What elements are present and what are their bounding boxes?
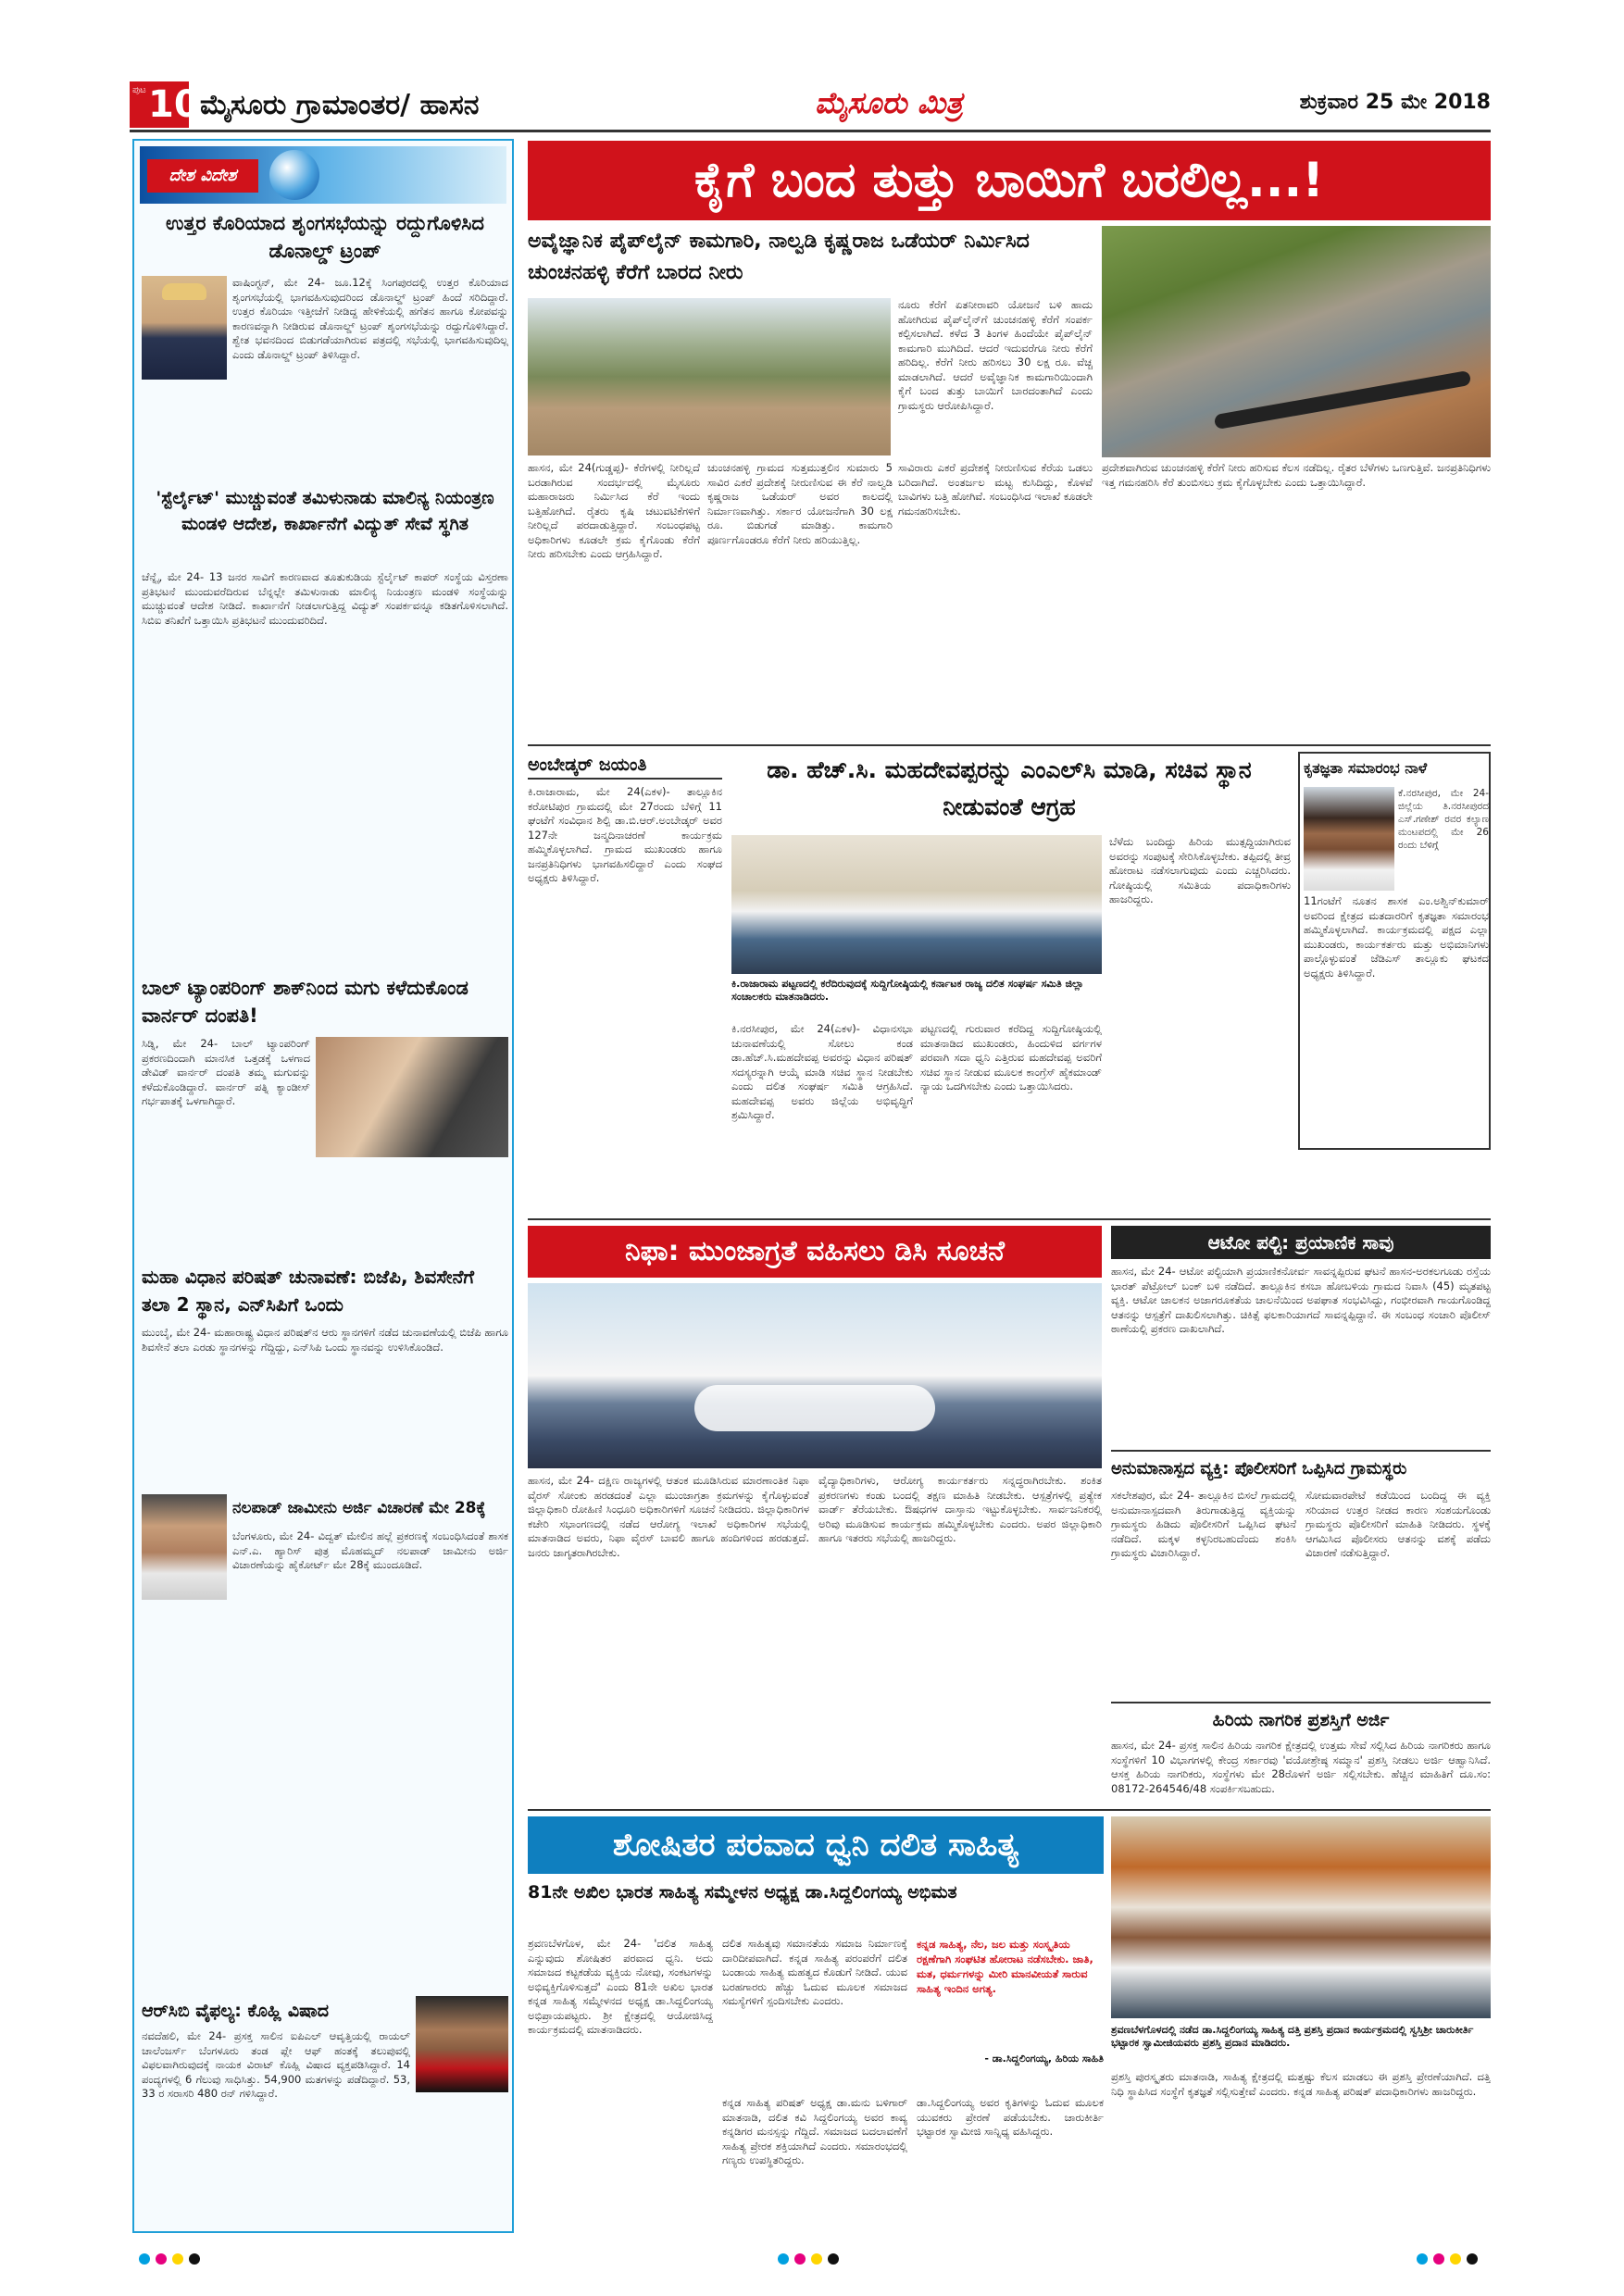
lake-photo-right — [1102, 226, 1491, 457]
kruthajnatha-box — [1298, 752, 1491, 1150]
headline-sterlite: 'ಸ್ಟೆರ್ಲೈಟ್' ಮುಚ್ಚುವಂತೆ ತಮಿಳುನಾಡು ಮಾಲಿನ್ಯ ನಿಯಂತ್ರಣ ಮಂಡಳಿ ಆದೇಶ, ಕಾರ್ಖಾನೆಗೆ ವಿದ್ಯುತ್ ಸೇವೆ ಸ್ಥಗಿತ — [156, 488, 494, 534]
auto-headline-box — [1111, 1226, 1491, 1259]
section-title: ಮೈಸೂರು ಗ್ರಾಮಾಂತರ/ ಹಾಸನ — [200, 89, 480, 121]
press-meet-caption: ಕಿ.ರಾಜಾರಾಮ ಪಟ್ಟಣದಲ್ಲಿ ಕರೆದಿರುವುದಕ್ಕೆ ಸುದ್ದಿಗೋಷ್ಠಿಯಲ್ಲಿ ಕರ್ನಾಟಕ ರಾಜ್ಯ ದಲಿತ ಸಂಘರ್ಷ ಸಮಿತಿ ಜಿಲ್ಲಾ ಸಂಚಾಲಕರು ಮಾತನಾಡಿದರು. — [731, 978, 1084, 1003]
globe-icon — [269, 150, 319, 200]
nipah-banner: ನಿಫಾ: ಮುಂಜಾಗ್ರತೆ ವಹಿಸಲು ಡಿಸಿ ಸೂಚನೆ — [528, 1226, 1102, 1278]
lead-subhead: ಅವೈಜ್ಞಾನಿಕ ಪೈಪ್‌ಲೈನ್ ಕಾಮಗಾರಿ, ನಾಲ್ವಡಿ ಕೃಷ್ಣರಾಜ ಒಡೆಯರ್ ನಿರ್ಮಿಸಿದ ಚುಂಚನಹಳ್ಳಿ ಕೆರೆಗೆ ಬಾರದ ನೀರು — [528, 230, 1030, 284]
mid-rule — [528, 1218, 1491, 1220]
page-label: ಪುಟ — [132, 85, 146, 95]
paper-name-logo: ಮೈಸೂರು ಮಿತ್ರ — [815, 85, 963, 120]
lead-body-e: ಪ್ರದೇಶವಾಗಿರುವ ಚುಂಚನಹಳ್ಳಿ ಕೆರೆಗೆ ನೀರು ಹರಿಸುವ ಕೆಲಸ ನಡೆದಿಲ್ಲ. ರೈತರ ಬೆಳೆಗಳು ಒಣಗುತ್ತಿವೆ. ಜನಪ್ರತಿನಿಧಿಗಳು ಇತ್ತ ಗಮನಹರಿಸಿ ಕೆರೆ ತುಂಬಿಸಲು ಕ್ರಮ ಕೈಗೊಳ್ಳಬೇಕು ಎಂದು ಒತ್ತಾಯಿಸಿದ್ದಾರೆ. — [1102, 461, 1491, 489]
masthead-rule — [130, 130, 1491, 132]
rcb-body: ನವದೆಹಲಿ, ಮೇ 24- ಪ್ರಸಕ್ತ ಸಾಲಿನ ಐಪಿಎಲ್ ಆವೃತ್ತಿಯಲ್ಲಿ ರಾಯಲ್ ಚಾಲೆಂಜರ್ಸ್ ಬೆಂಗಳೂರು ತಂಡ ಪ್ಲೇ ಆಫ್ ಹಂತಕ್ಕೆ ತಲುಪುವಲ್ಲಿ ವಿಫಲವಾಗಿರುವುದಕ್ಕೆ ನಾಯಕ ವಿರಾಟ್ ಕೊಹ್ಲಿ ವಿಷಾದ ವ್ಯಕ್ತಪಡಿಸಿದ್ದಾರೆ. 14 ಪಂದ್ಯಗಳಲ್ಲಿ 6 ಗೆಲುವು ಸಾಧಿಸಿತ್ತು. 54,900 ಮತಗಳನ್ನು ಪಡೆದಿದ್ದಾರೆ. 53, 33 ರ ಸರಾಸರಿ 480 ರನ್ ಗಳಿಸಿದ್ದಾರೆ. — [142, 2029, 410, 2100]
logo-text: ದೇಶ ವಿದೇಶ — [147, 159, 258, 193]
trump-photo — [142, 276, 227, 380]
page-number: 10 — [148, 83, 200, 126]
page-number-box — [130, 81, 200, 128]
auto-body: ಹಾಸನ, ಮೇ 24- ಆಟೋ ಪಲ್ಟಿಯಾಗಿ ಪ್ರಯಾಣಿಕನೋರ್ವ ಸಾವನ್ನಪ್ಪಿರುವ ಘಟನೆ ಹಾಸನ-ಅರಕಲಗೂಡು ರಸ್ತೆಯ ಭಾರತ್ ಪೆಟ್ರೋಲ್ ಬಂಕ್ ಬಳಿ ನಡೆದಿದೆ. ತಾಲ್ಲೂಕಿನ ಕಸಬಾ ಹೋಬಳಿಯ ಗ್ರಾಮದ ನಿವಾಸಿ (45) ಮೃತಪಟ್ಟ ವ್ಯಕ್ತಿ. ಆಟೋ ಚಾಲಕನ ಅಜಾಗರೂಕತೆಯ ಚಾಲನೆಯಿಂದ ಅಪಘಾತ ಸಂಭವಿಸಿದ್ದು, ಗಂಭೀರವಾಗಿ ಗಾಯಗೊಂಡಿದ್ದ ಆತನನ್ನು ಆಸ್ಪತ್ರೆಗೆ ದಾಖಲಿಸಲಾಗಿತ್ತು. ಚಿಕಿತ್ಸೆ ಫಲಕಾರಿಯಾಗದೆ ಸಾವನ್ನಪ್ಪಿದ್ದಾನೆ. ಈ ಸಂಬಂಧ ಸಂಚಾರಿ ಪೊಲೀಸ್ ಠಾಣೆಯಲ್ಲಿ ಪ್ರಕರಣ ದಾಖಲಾಗಿದೆ. — [1111, 1265, 1491, 1335]
headline-rcb: ಆರ್‌ಸಿಬಿ ವೈಫಲ್ಯ: ಕೊಹ್ಲಿ ವಿಷಾದ — [142, 2001, 329, 2021]
headline-suspicious: ಅನುಮಾನಾಸ್ಪದ ವ್ಯಕ್ತಿ: ಪೊಲೀಸರಿಗೆ ಒಪ್ಪಿಸಿದ ಗ್ರಾಮಸ್ಥರು — [1111, 1459, 1407, 1479]
lower-rule — [528, 1809, 1491, 1811]
lead-body-b: ಹಾಸನ, ಮೇ 24(ಗುಡ್ಡಪ್ಪ)- ಕೆರೆಗಳಲ್ಲಿ ನೀರಿಲ್ಲದೆ ಬರಡಾಗಿರುವ ಸಂದರ್ಭದಲ್ಲಿ ಮೈಸೂರು ಮಹಾರಾಜರು ನಿರ್ಮಿಸಿದ ಕೆರೆ ಇಂದು ಬತ್ತಿಹೋಗಿದೆ. ರೈತರು ಕೃಷಿ ಚಟುವಟಿಕೆಗಳಿಗೆ ನೀರಿಲ್ಲದೆ ಪರದಾಡುತ್ತಿದ್ದಾರೆ. ಸಂಬಂಧಪಟ್ಟ ಅಧಿಕಾರಿಗಳು ಕೂಡಲೇ ಕ್ರಮ ಕೈಗೊಂಡು ಕೆರೆಗೆ ನೀರು ಹರಿಸಬೇಕು ಎಂದು ಆಗ್ರಹಿಸಿದ್ದಾರೆ. — [528, 461, 700, 560]
suspicious-rule — [1111, 1702, 1491, 1703]
dalit-body-a: ಶ್ರವಣಬೆಳಗೊಳ, ಮೇ 24- 'ದಲಿತ ಸಾಹಿತ್ಯ ಎನ್ನುವುದು ಶೋಷಿತರ ಪರವಾದ ಧ್ವನಿ. ಅದು ಸಮಾಜದ ಕಟ್ಟಕಡೆಯ ವ್ಯಕ್ತಿಯ ನೋವು, ಸಂಕಟಗಳನ್ನು ಅಭಿವ್ಯಕ್ತಿಗೊಳಿಸುತ್ತದೆ' ಎಂದು 81ನೇ ಅಖಿಲ ಭಾರತ ಕನ್ನಡ ಸಾಹಿತ್ಯ ಸಮ್ಮೇಳನದ ಅಧ್ಯಕ್ಷ ಡಾ.ಸಿದ್ದಲಿಂಗಯ್ಯ ಅಭಿಪ್ರಾಯಪಟ್ಟರು. ಶ್ರೀ ಕ್ಷೇತ್ರದಲ್ಲಿ ಆಯೋಜಿಸಿದ್ದ ಕಾರ್ಯಕ್ರಮದಲ್ಲಿ ಮಾತನಾಡಿದರು. — [528, 1937, 713, 2036]
mahadevappa-body-c: ಬೆಳೆದು ಬಂದಿದ್ದು ಹಿರಿಯ ಮುತ್ಸದ್ದಿಯಾಗಿರುವ ಅವರನ್ನು ಸಂಪುಟಕ್ಕೆ ಸೇರಿಸಿಕೊಳ್ಳಬೇಕು. ತಪ್ಪಿದಲ್ಲಿ ತೀವ್ರ ಹೋರಾಟ ನಡೆಸಲಾಗುವುದು ಎಂದು ಎಚ್ಚರಿಸಿದರು. ಗೋಷ್ಠಿಯಲ್ಲಿ ಸಮಿತಿಯ ಪದಾಧಿಕಾರಿಗಳು ಹಾಜರಿದ್ದರು. — [1109, 835, 1291, 905]
trump-body: ವಾಷಿಂಗ್ಟನ್, ಮೇ 24- ಜೂ.12ಕ್ಕೆ ಸಿಂಗಪುರದಲ್ಲಿ ಉತ್ತರ ಕೊರಿಯಾದ ಶೃಂಗಸಭೆಯಲ್ಲಿ ಭಾಗವಹಿಸುವುದರಿಂದ ಡೊನಾಲ್ಡ್ ಟ್ರಂಪ್ ಹಿಂದೆ ಸರಿದಿದ್ದಾರೆ. ಉತ್ತರ ಕೊರಿಯಾ ಇತ್ತೀಚೆಗೆ ನೀಡಿದ್ದ ಹೇಳಿಕೆಯಲ್ಲಿ ಹಗೆತನ ಹಾಗೂ ಕೋಪವನ್ನು ಕಾರಣವನ್ನಾಗಿ ನೀಡಿರುವ ಡೊನಾಲ್ಡ್ ಟ್ರಂಪ್ ಶೃಂಗಸಭೆಯನ್ನು ರದ್ದುಗೊಳಿಸಿದ್ದಾರೆ. ಶ್ವೇತ ಭವನದಿಂದ ಬಿಡುಗಡೆಯಾಗಿರುವ ಪತ್ರದಲ್ಲಿ ಸಭೆಯಲ್ಲಿ ಭಾಗವಹಿಸುವುದಿಲ್ಲ ಎಂದು ಡೊನಾಲ್ಡ್ ಟ್ರಂಪ್ ತಿಳಿಸಿದ್ದಾರೆ. — [232, 276, 508, 361]
sterlite-body: ಚೆನ್ನೈ, ಮೇ 24- 13 ಜನರ ಸಾವಿಗೆ ಕಾರಣವಾದ ತೂತುಕುಡಿಯ ಸ್ಟೆರ್ಲೈಟ್ ಕಾಪರ್ ಸಂಸ್ಥೆಯ ವಿಸ್ತರಣಾ ಪ್ರತಿಭಟನೆ ಮುಂದುವರೆದಿರುವ ಬೆನ್ನಲ್ಲೇ ತಮಿಳುನಾಡು ಮಾಲಿನ್ಯ ನಿಯಂತ್ರಣ ಮಂಡಳಿ ಸಂಸ್ಥೆಯನ್ನು ಮುಚ್ಚುವಂತೆ ಆದೇಶ ನೀಡಿದೆ. ಕಾರ್ಖಾನೆಗೆ ನೀಡಲಾಗುತ್ತಿದ್ದ ವಿದ್ಯುತ್ ಸಂಪರ್ಕವನ್ನೂ ಕಡಿತಗೊಳಿಸಲಾಗಿದೆ. ಸಿಬಿಐ ತನಿಖೆಗೆ ಒತ್ತಾಯಿಸಿ ಪ್ರತಿಭಟನೆ ಮುಂದುವರಿದಿದೆ. — [142, 570, 508, 627]
lead-body-d: ಸಾವಿರಾರು ಎಕರೆ ಪ್ರದೇಶಕ್ಕೆ ನೀರುಣಿಸುವ ಕೆರೆಯ ಒಡಲು ಬರಿದಾಗಿದೆ. ಅಂತರ್ಜಲ ಮಟ್ಟ ಕುಸಿದಿದ್ದು, ಕೊಳವೆ ಬಾವಿಗಳು ಬತ್ತಿ ಹೋಗಿವೆ. ಸಂಬಂಧಿಸಿದ ಇಲಾಖೆ ಕೂಡಲೇ ಗಮನಹರಿಸಬೇಕು. — [898, 461, 1093, 518]
kohli-photo — [416, 1996, 508, 2092]
dalit-body-d: ಡಾ.ಸಿದ್ದಲಿಂಗಯ್ಯ ಅವರ ಕೃತಿಗಳನ್ನು ಓದುವ ಮೂಲಕ ಯುವಕರು ಪ್ರೇರಣೆ ಪಡೆಯಬೇಕು. ಚಾರುಕೀರ್ತಿ ಭಟ್ಟಾರಕ ಸ್ವಾಮೀಜಿ ಸಾನ್ನಿಧ್ಯ ವಹಿಸಿದ್ದರು. — [917, 2096, 1104, 2138]
warner-body: ಸಿಡ್ನಿ, ಮೇ 24- ಬಾಲ್ ಟ್ಯಾಂಪರಿಂಗ್ ಪ್ರಕರಣದಿಂದಾಗಿ ಮಾನಸಿಕ ಒತ್ತಡಕ್ಕೆ ಒಳಗಾದ ಡೇವಿಡ್ ವಾರ್ನರ್ ದಂಪತಿ ತಮ್ಮ ಮಗುವನ್ನು ಕಳೆದುಕೊಂಡಿದ್ದಾರೆ. ವಾರ್ನರ್ ಪತ್ನಿ ಕ್ಯಾಂಡೀಸ್ ಗರ್ಭಪಾತಕ್ಕೆ ಒಳಗಾಗಿದ್ದಾರೆ. — [142, 1037, 310, 1107]
nalapad-photo — [142, 1494, 227, 1600]
dalit-quote-author: - ಡಾ.ಸಿದ್ದಲಿಂಗಯ್ಯ, ಹಿರಿಯ ಸಾಹಿತಿ — [984, 2053, 1104, 2065]
headline-mahadevappa: ಡಾ. ಹೆಚ್.ಸಿ. ಮಹದೇವಪ್ಪರನ್ನು ಎಂಎಲ್‌ಸಿ ಮಾಡಿ, ಸಚಿವ ಸ್ಥಾನ ನೀಡುವಂತೆ ಆಗ್ರಹ — [767, 756, 1252, 820]
registration-marks-center — [778, 2253, 852, 2266]
mla-photo — [1304, 787, 1394, 891]
lead-body-c: ಚುಂಚನಹಳ್ಳಿ ಗ್ರಾಮದ ಸುತ್ತಮುತ್ತಲಿನ ಸುಮಾರು 5 ಸಾವಿರ ಎಕರೆ ಪ್ರದೇಶಕ್ಕೆ ನೀರುಣಿಸುವ ಈ ಕೆರೆ ನಾಲ್ವಡಿ ಕೃಷ್ಣರಾಜ ಒಡೆಯರ್ ಅವರ ಕಾಲದಲ್ಲಿ ನಿರ್ಮಾಣವಾಗಿತ್ತು. ಸರ್ಕಾರ ಯೋಜನೆಗಾಗಿ 30 ಲಕ್ಷ ರೂ. ಬಿಡುಗಡೆ ಮಾಡಿತ್ತು. ಕಾಮಗಾರಿ ಪೂರ್ಣಗೊಂಡರೂ ಕೆರೆಗೆ ನೀರು ಹರಿಯುತ್ತಿಲ್ಲ. — [707, 461, 893, 546]
registration-marks-right — [1417, 2253, 1491, 2266]
award-photo — [1111, 1816, 1491, 2018]
warner-body-cont — [316, 1163, 508, 1257]
senior-body: ಹಾಸನ, ಮೇ 24- ಪ್ರಸಕ್ತ ಸಾಲಿನ ಹಿರಿಯ ನಾಗರಿಕ ಕ್ಷೇತ್ರದಲ್ಲಿ ಉತ್ತಮ ಸೇವೆ ಸಲ್ಲಿಸಿದ ಹಿರಿಯ ನಾಗರಿಕರು ಹಾಗೂ ಸಂಸ್ಥೆಗಳಿಗೆ 10 ವಿಭಾಗಗಳಲ್ಲಿ ಕೇಂದ್ರ ಸರ್ಕಾರವು 'ವಯೋಶ್ರೇಷ್ಠ ಸಮ್ಮಾನ' ಪ್ರಶಸ್ತಿ ನೀಡಲು ಅರ್ಜಿ ಆಹ್ವಾನಿಸಿದೆ. ಆಸಕ್ತ ಹಿರಿಯ ನಾಗರಿಕರು, ಸಂಸ್ಥೆಗಳು ಮೇ 28ರೊಳಗೆ ಅರ್ಜಿ ಸಲ್ಲಿಸಬೇಕು. ಹೆಚ್ಚಿನ ಮಾಹಿತಿಗೆ ದೂ.ಸಂ: 08172-264546/48 ಸಂಪರ್ಕಿಸಬಹುದು. — [1111, 1739, 1491, 1795]
mahadevappa-body-b: ಪಟ್ಟಣದಲ್ಲಿ ಗುರುವಾರ ಕರೆದಿದ್ದ ಸುದ್ದಿಗೋಷ್ಠಿಯಲ್ಲಿ ಮಾತನಾಡಿದ ಮುಖಂಡರು, ಹಿಂದುಳಿದ ವರ್ಗಗಳ ಪರವಾಗಿ ಸದಾ ಧ್ವನಿ ಎತ್ತಿರುವ ಮಹದೇವಪ್ಪ ಅವರಿಗೆ ಸಚಿವ ಸ್ಥಾನ ನೀಡುವ ಮೂಲಕ ಕಾಂಗ್ರೆಸ್ ಹೈಕಮಾಂಡ್ ನ್ಯಾಯ ಒದಗಿಸಬೇಕು ಎಂದು ಒತ್ತಾಯಿಸಿದರು. — [920, 1022, 1102, 1092]
warner-photo — [316, 1037, 508, 1157]
dalit-banner: ಶೋಷಿತರ ಪರವಾದ ಧ್ವನಿ ದಲಿತ ಸಾಹಿತ್ಯ — [528, 1816, 1104, 1874]
dalit-subhead: 81ನೇ ಅಖಿಲ ಭಾರತ ಸಾಹಿತ್ಯ ಸಮ್ಮೇಳನ ಅಧ್ಯಕ್ಷ ಡಾ.ಸಿದ್ದಲಿಂಗಯ್ಯ ಅಭಿಮತ — [528, 1882, 957, 1903]
headline-auto: ಆಟೋ ಪಲ್ಟಿ: ಪ್ರಯಾಣಿಕ ಸಾವು — [1207, 1231, 1394, 1254]
lake-photo-left — [528, 298, 891, 455]
suspicious-body-b: ಸೋಮವಾರಪೇಟೆ ಕಡೆಯಿಂದ ಬಂದಿದ್ದ ಈ ವ್ಯಕ್ತಿ ಸರಿಯಾದ ಉತ್ತರ ನೀಡದ ಕಾರಣ ಸಂಶಯಗೊಂಡು ಗ್ರಾಮಸ್ಥರು ಪೊಲೀಸರಿಗೆ ಮಾಹಿತಿ ನೀಡಿದರು. ಸ್ಥಳಕ್ಕೆ ಆಗಮಿಸಿದ ಪೊಲೀಸರು ಆತನನ್ನು ವಶಕ್ಕೆ ಪಡೆದು ವಿಚಾರಣೆ ನಡೆಸುತ್ತಿದ್ದಾರೆ. — [1305, 1489, 1491, 1559]
nipah-body-a: ಹಾಸನ, ಮೇ 24- ದಕ್ಷಿಣ ರಾಜ್ಯಗಳಲ್ಲಿ ಆತಂಕ ಮೂಡಿಸಿರುವ ಮಾರಣಾಂತಿಕ ನಿಫಾ ವೈರಸ್ ಸೋಂಕು ಹರಡದಂತೆ ಎಲ್ಲಾ ಮುಂಜಾಗ್ರತಾ ಕ್ರಮಗಳನ್ನು ಕೈಗೊಳ್ಳುವಂತೆ ಜಿಲ್ಲಾಧಿಕಾರಿ ರೋಹಿಣಿ ಸಿಂಧೂರಿ ಅಧಿಕಾರಿಗಳಿಗೆ ಸೂಚನೆ ನೀಡಿದರು. ಜಿಲ್ಲಾಧಿಕಾರಿಗಳ ಕಚೇರಿ ಸಭಾಂಗಣದಲ್ಲಿ ನಡೆದ ಆರೋಗ್ಯ ಇಲಾಖೆ ಅಧಿಕಾರಿಗಳ ಸಭೆಯಲ್ಲಿ ಮಾತನಾಡಿದ ಅವರು, ನಿಫಾ ವೈರಸ್ ಬಾವಲಿ ಹಾಗೂ ಹಂದಿಗಳಿಂದ ಹರಡುತ್ತದೆ. ಜನರು ಜಾಗೃತರಾಗಿರಬೇಕು. — [528, 1474, 809, 1559]
dalit-quote-box — [917, 1937, 1104, 2090]
dalit-body-b: ದಲಿತ ಸಾಹಿತ್ಯವು ಸಮಾನತೆಯ ಸಮಾಜ ನಿರ್ಮಾಣಕ್ಕೆ ದಾರಿದೀಪವಾಗಿದೆ. ಕನ್ನಡ ಸಾಹಿತ್ಯ ಪರಂಪರೆಗೆ ದಲಿತ ಬಂಡಾಯ ಸಾಹಿತ್ಯ ಮಹತ್ವದ ಕೊಡುಗೆ ನೀಡಿದೆ. ಯುವ ಬರಹಗಾರರು ಹೆಚ್ಚು ಓದುವ ಮೂಲಕ ಸಮಾಜದ ಸಮಸ್ಯೆಗಳಿಗೆ ಸ್ಪಂದಿಸಬೇಕು ಎಂದರು. — [722, 1937, 907, 2007]
dalit-body-e: ಪ್ರಶಸ್ತಿ ಪುರಸ್ಕೃತರು ಮಾತನಾಡಿ, ಸಾಹಿತ್ಯ ಕ್ಷೇತ್ರದಲ್ಲಿ ಮತ್ತಷ್ಟು ಕೆಲಸ ಮಾಡಲು ಈ ಪ್ರಶಸ್ತಿ ಪ್ರೇರಣೆಯಾಗಿದೆ. ದತ್ತಿ ನಿಧಿ ಸ್ಥಾಪಿಸಿದ ಸಂಸ್ಥೆಗೆ ಕೃತಜ್ಞತೆ ಸಲ್ಲಿಸುತ್ತೇವೆ ಎಂದರು. ಕನ್ನಡ ಸಾಹಿತ್ಯ ಪರಿಷತ್ ಪದಾಧಿಕಾರಿಗಳು ಹಾಜರಿದ್ದರು. — [1111, 2070, 1491, 2098]
auto-rule — [1111, 1450, 1491, 1452]
press-meet-photo — [731, 835, 1102, 974]
headline-kruthajnatha: ಕೃತಜ್ಞತಾ ಸಮಾರಂಭ ನಾಳೆ — [1304, 759, 1428, 777]
dalit-body-c: ಕನ್ನಡ ಸಾಹಿತ್ಯ ಪರಿಷತ್ ಅಧ್ಯಕ್ಷ ಡಾ.ಮನು ಬಳಿಗಾರ್ ಮಾತನಾಡಿ, ದಲಿತ ಕವಿ ಸಿದ್ದಲಿಂಗಯ್ಯ ಅವರ ಕಾವ್ಯ ಕನ್ನಡಿಗರ ಮನಸ್ಸನ್ನು ಗೆದ್ದಿದೆ. ಸಮಾಜದ ಬದಲಾವಣೆಗೆ ಸಾಹಿತ್ಯ ಪ್ರೇರಕ ಶಕ್ತಿಯಾಗಿದೆ ಎಂದರು. ಸಮಾರಂಭದಲ್ಲಿ ಗಣ್ಯರು ಉಪಸ್ಥಿತರಿದ್ದರು. — [722, 2096, 907, 2166]
headline-trump: ಉತ್ತರ ಕೊರಿಯಾದ ಶೃಂಗಸಭೆಯನ್ನು ರದ್ದುಗೊಳಿಸಿದ ಡೊನಾಲ್ಡ್ ಟ್ರಂಪ್ — [166, 212, 484, 262]
kruthajnatha-body-a: ಕೆ.ನರಸೀಪುರ, ಮೇ 24- ಜಿಲ್ಲೆಯ ತಿ.ನರಸೀಪುರದ ಎಸ್.ಗಣೇಶ್ ರವರ ಕಲ್ಯಾಣ ಮಂಟಪದಲ್ಲಿ ಮೇ 26 ರಂದು ಬೆಳಿಗ್ಗೆ — [1398, 788, 1489, 851]
masthead — [130, 81, 1491, 128]
issue-date: ಶುಕ್ರವಾರ 25 ಮೇ 2018 — [1299, 91, 1491, 114]
left-column — [132, 139, 514, 2233]
kruthajnatha-extra — [1298, 1157, 1491, 1213]
mahadevappa-body-a: ಕಿ.ನರಸೀಪುರ, ಮೇ 24(ಎಕಳ)- ವಿಧಾನಸಭಾ ಚುನಾವಣೆಯಲ್ಲಿ ಸೋಲು ಕಂಡ ಡಾ.ಹೆಚ್.ಸಿ.ಮಹದೇವಪ್ಪ ಅವರನ್ನು ವಿಧಾನ ಪರಿಷತ್ ಸದಸ್ಯರನ್ನಾಗಿ ಆಯ್ಕೆ ಮಾಡಿ ಸಚಿವ ಸ್ಥಾನ ನೀಡಬೇಕು ಎಂದು ದಲಿತ ಸಂಘರ್ಷ ಸಮಿತಿ ಆಗ್ರಹಿಸಿದೆ. ಮಹದೇವಪ್ಪ ಅವರು ಜಿಲ್ಲೆಯ ಅಭಿವೃದ್ಧಿಗೆ ಶ್ರಮಿಸಿದ್ದಾರೆ. — [731, 1022, 913, 1121]
headline-maha: ಮಹಾ ವಿಧಾನ ಪರಿಷತ್ ಚುನಾವಣೆ: ಬಿಜೆಪಿ, ಶಿವಸೇನೆಗೆ ತಲಾ 2 ಸ್ಥಾನ, ಎನ್‌ಸಿಪಿಗೆ ಒಂದು — [142, 1266, 475, 1316]
award-caption: ಶ್ರವಣಬೆಳಗೊಳದಲ್ಲಿ ನಡೆದ ಡಾ.ಸಿದ್ದಲಿಂಗಯ್ಯ ಸಾಹಿತ್ಯ ದತ್ತಿ ಪ್ರಶಸ್ತಿ ಪ್ರದಾನ ಕಾರ್ಯಕ್ರಮದಲ್ಲಿ ಸ್ವಸ್ತಿಶ್ರೀ ಚಾರುಕೀರ್ತಿ ಭಟ್ಟಾರಕ ಸ್ವಾಮೀಜಿಯವರು ಪ್ರಶಸ್ತಿ ಪ್ರದಾನ ಮಾಡಿದರು. — [1111, 2024, 1474, 2049]
lead-rule — [528, 744, 1491, 746]
nipah-body-b: ವೈದ್ಯಾಧಿಕಾರಿಗಳು, ಆರೋಗ್ಯ ಕಾರ್ಯಕರ್ತರು ಸನ್ನದ್ಧರಾಗಿರಬೇಕು. ಶಂಕಿತ ಪ್ರಕರಣಗಳು ಕಂಡು ಬಂದಲ್ಲಿ ತಕ್ಷಣ ಮಾಹಿತಿ ನೀಡಬೇಕು. ಆಸ್ಪತ್ರೆಗಳಲ್ಲಿ ಪ್ರತ್ಯೇಕ ವಾರ್ಡ್ ತೆರೆಯಬೇಕು. ಔಷಧಗಳ ದಾಸ್ತಾನು ಇಟ್ಟುಕೊಳ್ಳಬೇಕು. ಸಾರ್ವಜನಿಕರಲ್ಲಿ ಅರಿವು ಮೂಡಿಸುವ ಕಾರ್ಯಕ್ರಮ ಹಮ್ಮಿಕೊಳ್ಳಬೇಕು ಎಂದರು. ಅಪರ ಜಿಲ್ಲಾಧಿಕಾರಿ ಹಾಗೂ ಇತರರು ಸಭೆಯಲ್ಲಿ ಹಾಜರಿದ್ದರು. — [818, 1474, 1102, 1544]
lead-body-a: ನೂರು ಕೆರೆಗೆ ಏತನೀರಾವರಿ ಯೋಜನೆ ಬಳಿ ಹಾದು ಹೋಗಿರುವ ಪೈಪ್‌ಲೈನ್‌ಗೆ ಚುಂಚನಹಳ್ಳಿ ಕೆರೆಗೆ ಸಂಪರ್ಕ ಕಲ್ಪಿಸಲಾಗಿದೆ. ಕಳೆದ 3 ತಿಂಗಳ ಹಿಂದೆಯೇ ಪೈಪ್‌ಲೈನ್ ಕಾಮಗಾರಿ ಮುಗಿದಿದೆ. ಆದರೆ ಇದುವರೆಗೂ ನೀರು ಕೆರೆಗೆ ಹರಿದಿಲ್ಲ. ಕೆರೆಗೆ ನೀರು ಹರಿಸಲು 30 ಲಕ್ಷ ರೂ. ವೆಚ್ಚ ಮಾಡಲಾಗಿದೆ. ಆದರೆ ಅವೈಜ್ಞಾನಿಕ ಕಾಮಗಾರಿಯಿಂದಾಗಿ ಕೈಗೆ ಬಂದ ತುತ್ತು ಬಾಯಿಗೆ ಬಾರದಂತಾಗಿದೆ ಎಂದು ಗ್ರಾಮಸ್ಥರು ಆರೋಪಿಸಿದ್ದಾರೆ. — [898, 298, 1093, 412]
headline-ambedkar: ಅಂಬೇಡ್ಕರ್ ಜಯಂತಿ — [528, 752, 722, 780]
nalapad-body: ಬೆಂಗಳೂರು, ಮೇ 24- ವಿದ್ವತ್ ಮೇಲಿನ ಹಲ್ಲೆ ಪ್ರಕರಣಕ್ಕೆ ಸಂಬಂಧಿಸಿದಂತೆ ಶಾಸಕ ಎನ್.ಎ. ಹ್ಯಾರಿಸ್ ಪುತ್ರ ಮೊಹಮ್ಮದ್ ನಲಪಾಡ್ ಜಾಮೀನು ಅರ್ಜಿ ವಿಚಾರಣೆಯನ್ನು ಹೈಕೋರ್ಟ್ ಮೇ 28ಕ್ಕೆ ಮುಂದೂಡಿದೆ. — [232, 1529, 508, 1571]
world-news-logo — [140, 146, 506, 204]
kruthajnatha-body-b: 11ಗಂಟೆಗೆ ನೂತನ ಶಾಸಕ ಎಂ.ಅಶ್ವಿನ್‌ಕುಮಾರ್ ಅವರಿಂದ ಕ್ಷೇತ್ರದ ಮತದಾರರಿಗೆ ಕೃತಜ್ಞತಾ ಸಮಾರಂಭ ಹಮ್ಮಿಕೊಳ್ಳಲಾಗಿದೆ. ಕಾರ್ಯಕ್ರಮದಲ್ಲಿ ಪಕ್ಷದ ಎಲ್ಲಾ ಮುಖಂಡರು, ಕಾರ್ಯಕರ್ತರು ಮತ್ತು ಅಭಿಮಾನಿಗಳು ಪಾಲ್ಗೊಳ್ಳುವಂತೆ ಜೆಡಿಎಸ್ ತಾಲ್ಲೂಕು ಘಟಕದ ಅಧ್ಯಕ್ಷರು ತಿಳಿಸಿದ್ದಾರೆ. — [1304, 894, 1489, 980]
suspicious-body-a: ಸಕಲೇಶಪುರ, ಮೇ 24- ತಾಲ್ಲೂಕಿನ ಬಿಸಲೆ ಗ್ರಾಮದಲ್ಲಿ ಅನುಮಾನಾಸ್ಪದವಾಗಿ ತಿರುಗಾಡುತ್ತಿದ್ದ ವ್ಯಕ್ತಿಯನ್ನು ಗ್ರಾಮಸ್ಥರು ಹಿಡಿದು ಪೊಲೀಸರಿಗೆ ಒಪ್ಪಿಸಿದ ಘಟನೆ ನಡೆದಿದೆ. ಮಕ್ಕಳ ಕಳ್ಳನಿರಬಹುದೆಂದು ಶಂಕಿಸಿ ಗ್ರಾಮಸ್ಥರು ವಿಚಾರಿಸಿದ್ದಾರೆ. — [1111, 1489, 1296, 1559]
lead-banner: ಕೈಗೆ ಬಂದ ತುತ್ತು ಬಾಯಿಗೆ ಬರಲಿಲ್ಲ...! — [528, 141, 1491, 220]
registration-marks-left — [139, 2253, 213, 2266]
dalit-quote: ಕನ್ನಡ ಸಾಹಿತ್ಯ, ನೆಲ, ಜಲ ಮತ್ತು ಸಂಸ್ಕೃತಿಯ ರಕ್ಷಣೆಗಾಗಿ ಸಂಘಟಿತ ಹೋರಾಟ ನಡೆಸಬೇಕು. ಜಾತಿ, ಮತ, ಧರ್ಮಗಳನ್ನು ಮೀರಿ ಮಾನವೀಯತೆ ಸಾರುವ ಸಾಹಿತ್ಯ ಇಂದಿನ ಅಗತ್ಯ. — [917, 1938, 1093, 1995]
ambedkar-body: ಕಿ.ರಾಜಾರಾಮ, ಮೇ 24(ಎಕಳ)- ತಾಲ್ಲೂಕಿನ ಕರೋಟಿಪುರ ಗ್ರಾಮದಲ್ಲಿ ಮೇ 27ರಂದು ಬೆಳಿಗ್ಗೆ 11 ಘಂಟೆಗೆ ಸಂವಿಧಾನ ಶಿಲ್ಪಿ ಡಾ.ಬಿ.ಆರ್.ಅಂಬೇಡ್ಕರ್ ಅವರ 127ನೇ ಜನ್ಮದಿನಾಚರಣೆ ಕಾರ್ಯಕ್ರಮ ಹಮ್ಮಿಕೊಳ್ಳಲಾಗಿದೆ. ಗ್ರಾಮದ ಮುಖಂಡರು ಹಾಗೂ ಜನಪ್ರತಿನಿಧಿಗಳು ಭಾಗವಹಿಸಲಿದ್ದಾರೆ ಎಂದು ಸಂಘದ ಅಧ್ಯಕ್ಷರು ತಿಳಿಸಿದ್ದಾರೆ. — [528, 785, 722, 884]
headline-senior: ಹಿರಿಯ ನಾಗರಿಕ ಪ್ರಶಸ್ತಿಗೆ ಅರ್ಜಿ — [1212, 1710, 1390, 1730]
headline-nalapad: ನಲಪಾಡ್ ಜಾಮೀನು ಅರ್ಜಿ ವಿಚಾರಣೆ ಮೇ 28ಕ್ಕೆ — [232, 1499, 486, 1517]
nipah-meeting-photo — [528, 1283, 1102, 1468]
maha-body: ಮುಂಬೈ, ಮೇ 24- ಮಹಾರಾಷ್ಟ್ರ ವಿಧಾನ ಪರಿಷತ್‌ನ ಆರು ಸ್ಥಾನಗಳಿಗೆ ನಡೆದ ಚುನಾವಣೆಯಲ್ಲಿ ಬಿಜೆಪಿ ಹಾಗೂ ಶಿವಸೇನೆ ತಲಾ ಎರಡು ಸ್ಥಾನಗಳನ್ನು ಗೆದ್ದಿದ್ದು, ಎನ್‌ಸಿಪಿ ಒಂದು ಸ್ಥಾನವನ್ನು ಉಳಿಸಿಕೊಂಡಿದೆ. — [142, 1326, 508, 1354]
headline-warner: ಬಾಲ್ ಟ್ಯಾಂಪರಿಂಗ್ ಶಾಕ್‌ನಿಂದ ಮಗು ಕಳೆದುಕೊಂಡ ವಾರ್ನರ್ ದಂಪತಿ! — [142, 977, 468, 1027]
